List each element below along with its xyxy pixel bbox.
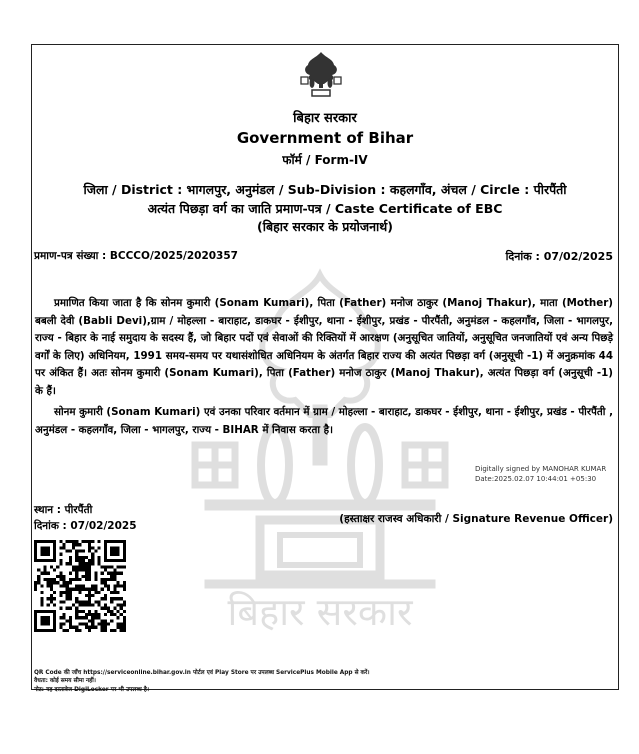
certificate-number: प्रमाण-पत्र संख्या : BCCCO/2025/2020357 <box>34 250 238 262</box>
government-title-english: Government of Bihar <box>236 129 414 147</box>
location-line: जिला / District : भागलपुर, अनुमंडल / Sub-Division : कहलगाँव, अंचल / Circle : पीरपैंती <box>83 182 567 197</box>
digital-signature-name: Digitally signed by MANOHAR KUMAR <box>475 465 607 473</box>
validity-note: वैधता: कोई समय सीमा नहीं। <box>34 678 96 684</box>
qr-code[interactable] <box>34 540 126 632</box>
digital-signature-date: Date:2025.02.07 10:44:01 +05:30 <box>475 475 597 483</box>
issue-date: दिनांक : 07/02/2025 <box>505 250 613 263</box>
place-date: दिनांक : 07/02/2025 <box>34 520 137 532</box>
signature-revenue-officer: (हस्ताक्षर राजस्व अधिकारी / Signature Revenue Officer) <box>339 513 613 525</box>
certificate-paragraph-2: सोनम कुमारी (Sonam Kumari) एवं उनका परिवार वर्तमान में ग्राम / मोहल्ला - बाराहाट, डाकघर - ईशीपुर, थाना - ईशीपुर, प्रखंड - पीरपैंती , अनुमंडल - कहलगाँव, जिला - भागलपुर, राज्य - BIHAR में निवास करता है। <box>35 406 613 436</box>
qr-verification-note: QR Code की जाँच https://serviceonline.bihar.gov.in पोर्टल एवं Play Store पर उपलब्ध ServicePlus Mobile App से करें। <box>34 670 370 676</box>
bihar-emblem-icon <box>299 50 343 100</box>
digilocker-note: नोट: यह दस्तावेज DigiLocker पर भी उपलब्ध है। <box>34 687 150 693</box>
certificate-title: अत्यंत पिछड़ा वर्ग का जाति प्रमाण-पत्र / Caste Certificate of EBC <box>147 201 503 216</box>
government-title-hindi: बिहार सरकार <box>293 111 357 126</box>
digital-signature <box>475 464 606 484</box>
certificate-purpose: (बिहार सरकार के प्रयोजनार्थ) <box>257 219 393 234</box>
form-number: फॉर्म / Form-IV <box>282 153 368 167</box>
certificate-paragraph-1: प्रमाणित किया जाता है कि सोनम कुमारी (Sonam Kumari), पिता (Father) मनोज ठाकुर (Manoj Thakur), माता (Mother) बबली देवी (Babli Devi),ग्राम / मोहल्ला - बाराहाट, डाकघर - ईशीपुर, थाना - ईशीपुर, प्रखंड - पीरपैंती, अनुमंडल - कहलगाँव, जिला - भागलपुर, राज्य - बिहार के नाई समुदाय के सदस्य हैं, जो बिहार पदों एवं सेवाओं की रिक्तियों में आरक्षण (अनुसूचित जातियों, अनुसूचित जनजातियों एवं अन्य पिछड़े वर्गों के लिए) अधिनियम, 1991 समय-समय पर यथासंशोधित अधिनियम के अंतर्गत बिहार राज्य की अत्यंत पिछड़ा वर्ग (अनुसूची -1) में अनुक्रमांक 44 पर अंकित हैं। अतः सोनम कुमारी (Sonam Kumari), पिता (Father) मनोज ठाकुर (Manoj Thakur), अत्यंत पिछड़ा वर्ग (अनुसूची -1) के हैं। <box>35 297 613 397</box>
place: स्थान : पीरपैंती <box>34 504 93 516</box>
watermark-text: बिहार सरकार <box>227 590 413 634</box>
